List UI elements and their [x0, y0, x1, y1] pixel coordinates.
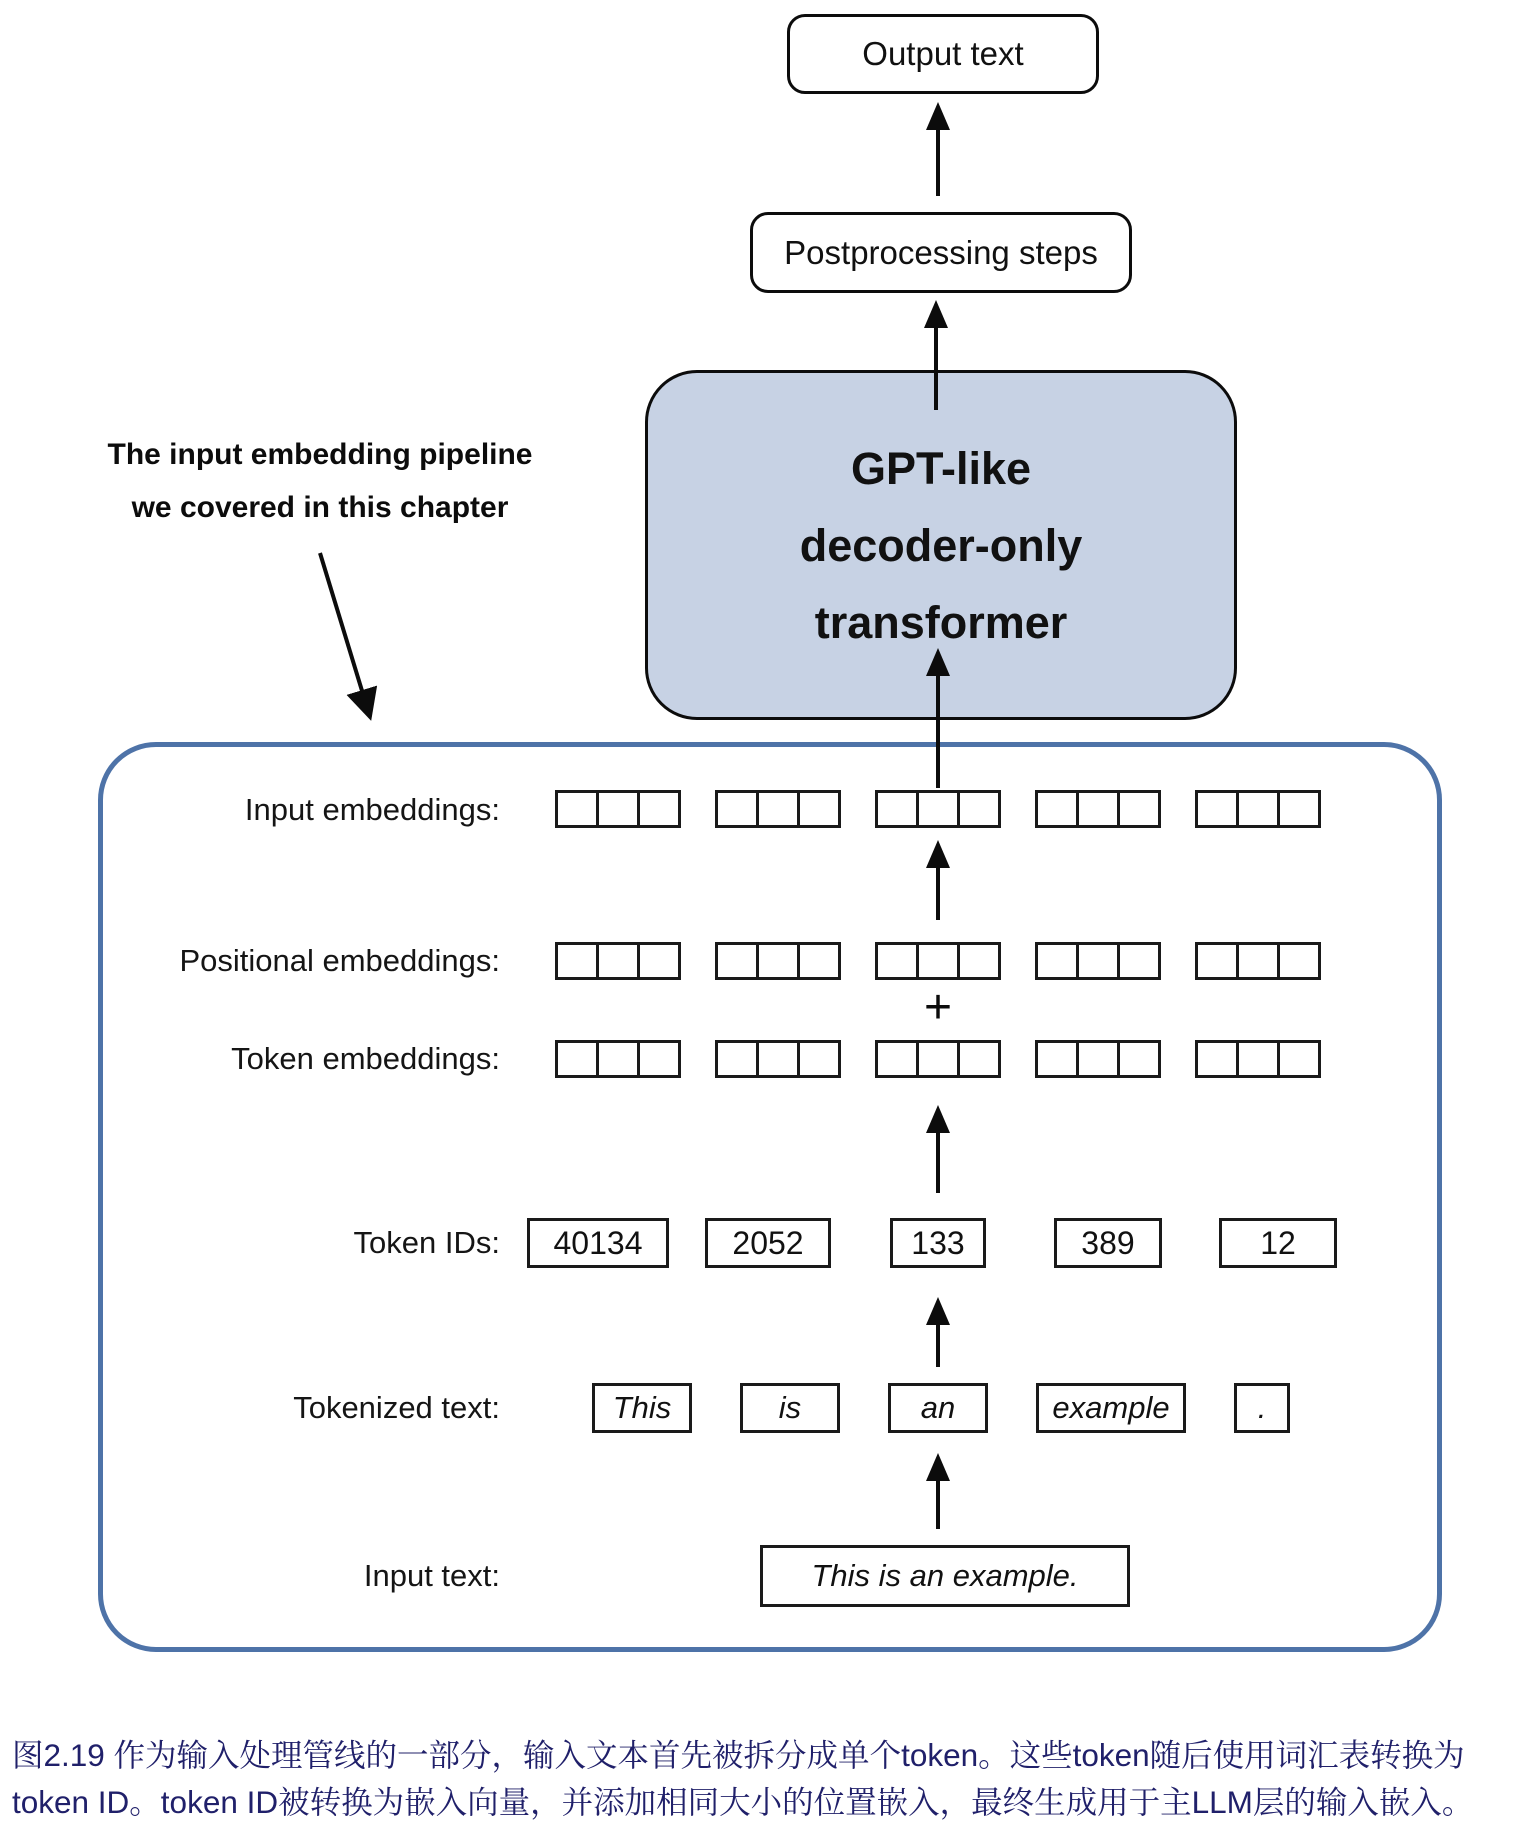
embedding-square — [916, 942, 960, 980]
token-embeddings-row — [555, 1040, 1321, 1078]
embedding-square — [1195, 1040, 1239, 1078]
arrow-up-positional-to-input-embeddings — [926, 840, 950, 920]
arrow-up-inputtext-to-tokens — [926, 1453, 950, 1529]
annotation-text — [80, 428, 560, 534]
input-text-box: This is an example. — [760, 1545, 1130, 1607]
arrow-up-gpt-to-postprocessing — [924, 300, 948, 410]
positional-embeddings-row — [555, 942, 1321, 980]
caption-line1: 图2.19 作为输入处理管线的一部分，输入文本首先被拆分成单个token。这些token随后使用词汇表转换为 — [12, 1737, 1465, 1773]
embedding-square — [1076, 942, 1120, 980]
embedding-vector-group — [715, 1040, 841, 1078]
embedding-square — [875, 790, 919, 828]
gpt-box-line1: GPT-like — [850, 442, 1032, 494]
token-id-box: 133 — [890, 1218, 986, 1268]
embedding-square — [1277, 942, 1321, 980]
embedding-vector-group — [1195, 1040, 1321, 1078]
embedding-square — [957, 942, 1001, 980]
arrow-up-postprocessing-to-output — [926, 102, 950, 196]
arrowhead-icon — [926, 1453, 950, 1481]
label-tokenized-text: Tokenized text: — [293, 1390, 500, 1425]
annotation-arrow — [300, 545, 410, 740]
label-token-ids: Token IDs: — [353, 1225, 500, 1260]
embedding-square — [797, 790, 841, 828]
embedding-square — [1277, 1040, 1321, 1078]
embedding-square — [756, 942, 800, 980]
annotation-line2: we covered in this chapter — [131, 491, 509, 524]
input-embeddings-row — [555, 790, 1321, 828]
embedding-square — [916, 1040, 960, 1078]
token-id-box: 2052 — [705, 1218, 831, 1268]
embedding-vector-group — [1195, 790, 1321, 828]
embedding-vector-group — [1035, 790, 1161, 828]
embedding-square — [596, 790, 640, 828]
embedding-square — [1035, 1040, 1079, 1078]
embedding-vector-group — [1035, 942, 1161, 980]
arrowhead-icon — [926, 1297, 950, 1325]
token-id-box: 389 — [1054, 1218, 1162, 1268]
embedding-square — [1035, 942, 1079, 980]
embedding-square — [637, 1040, 681, 1078]
token-box: example — [1036, 1383, 1186, 1433]
label-input-text: Input text: — [363, 1558, 500, 1593]
postprocessing-box — [750, 212, 1132, 293]
embedding-vector-group — [1195, 942, 1321, 980]
embedding-vector-group — [555, 942, 681, 980]
arrowhead-icon — [926, 840, 950, 868]
label-positional-embeddings: Positional embeddings: — [179, 943, 500, 978]
embedding-square — [957, 1040, 1001, 1078]
embedding-square — [1236, 790, 1280, 828]
token-box: . — [1234, 1383, 1290, 1433]
embedding-square — [1035, 790, 1079, 828]
embedding-vector-group — [715, 790, 841, 828]
embedding-square — [756, 1040, 800, 1078]
embedding-square — [1195, 790, 1239, 828]
gpt-box-line2: decoder-only — [799, 519, 1083, 571]
plus-sign: + — [923, 981, 953, 1034]
embedding-square — [1076, 790, 1120, 828]
embedding-square — [916, 790, 960, 828]
embedding-vector-group — [875, 942, 1001, 980]
input-embedding-pipeline-container — [98, 742, 1442, 1652]
label-input-embeddings: Input embeddings: — [244, 792, 500, 827]
token-id-box: 40134 — [527, 1218, 669, 1268]
embedding-square — [715, 790, 759, 828]
token-box: This — [592, 1383, 692, 1433]
gpt-box-line3: transformer — [814, 596, 1068, 648]
token-id-box: 12 — [1219, 1218, 1337, 1268]
postprocessing-label: Postprocessing steps — [784, 233, 1098, 271]
embedding-square — [797, 942, 841, 980]
embedding-vector-group — [875, 790, 1001, 828]
embedding-vector-group — [1035, 1040, 1161, 1078]
embedding-square — [875, 1040, 919, 1078]
embedding-square — [1117, 790, 1161, 828]
arrowhead-icon — [926, 102, 950, 130]
annotation-line1: The input embedding pipeline — [107, 438, 533, 471]
embedding-square — [555, 942, 599, 980]
token-box: is — [740, 1383, 840, 1433]
embedding-square — [875, 942, 919, 980]
embedding-square — [957, 790, 1001, 828]
arrowhead-icon — [924, 300, 948, 328]
output-text-label: Output text — [862, 35, 1024, 72]
caption-line2: token ID。token ID被转换为嵌入向量，并添加相同大小的位置嵌入，最终生成用于主LLM层的输入嵌入。 — [12, 1784, 1474, 1820]
embedding-square — [1236, 1040, 1280, 1078]
arrowhead-icon — [926, 1105, 950, 1133]
embedding-square — [1117, 942, 1161, 980]
embedding-vector-group — [555, 790, 681, 828]
arrow-up-ids-to-token-embeddings — [926, 1105, 950, 1193]
label-token-embeddings: Token embeddings: — [231, 1041, 500, 1076]
embedding-square — [1236, 942, 1280, 980]
embedding-vector-group — [875, 1040, 1001, 1078]
arrowhead-icon — [926, 648, 950, 676]
embedding-square — [715, 1040, 759, 1078]
token-box: an — [888, 1383, 988, 1433]
embedding-square — [756, 790, 800, 828]
embedding-square — [555, 790, 599, 828]
embedding-square — [555, 1040, 599, 1078]
embedding-square — [797, 1040, 841, 1078]
arrow-up-container-to-gpt — [926, 648, 950, 788]
embedding-square — [637, 790, 681, 828]
embedding-vector-group — [715, 942, 841, 980]
embedding-square — [715, 942, 759, 980]
embedding-square — [1117, 1040, 1161, 1078]
embedding-square — [1076, 1040, 1120, 1078]
embedding-square — [596, 1040, 640, 1078]
figure-caption — [12, 1732, 1508, 1826]
embedding-square — [637, 942, 681, 980]
embedding-square — [1195, 942, 1239, 980]
output-text-box — [787, 14, 1099, 94]
embedding-square — [596, 942, 640, 980]
arrow-up-tokens-to-ids — [926, 1297, 950, 1367]
embedding-square — [1277, 790, 1321, 828]
embedding-vector-group — [555, 1040, 681, 1078]
